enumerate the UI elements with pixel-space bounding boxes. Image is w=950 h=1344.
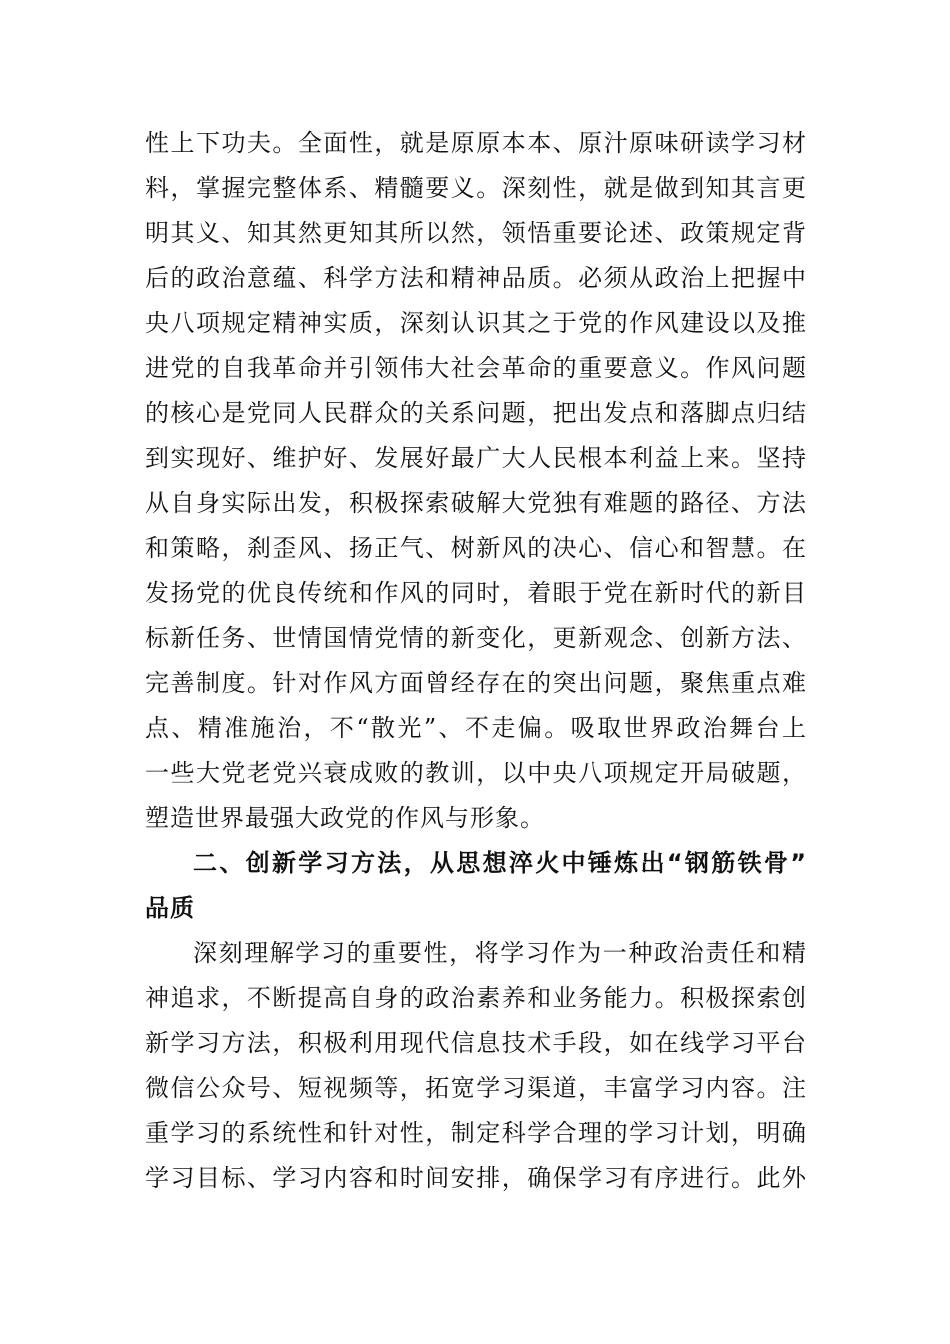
text-line: 新学习方法，积极利用现代信息技术手段，如在线学习平台 (145, 1029, 807, 1057)
text-line: 标新任务、世情国情党情的新变化，更新观念、创新方法、 (145, 624, 807, 652)
text-line: 进党的自我革命并引领伟大社会革命的重要意义。作风问题 (145, 354, 807, 382)
text-line: 到实现好、维护好、发展好最广大人民根本利益上来。坚持 (145, 444, 807, 472)
text-line: 学习目标、学习内容和时间安排，确保学习有序进行。此外 (145, 1164, 807, 1192)
text-line: 神追求，不断提高自身的政治素养和业务能力。积极探索创 (145, 984, 807, 1012)
text-line: 点、精准施治，不“散光”、不走偏。吸取世界政治舞台上 (145, 714, 807, 742)
text-line: 料，掌握完整体系、精髓要义。深刻性，就是做到知其言更 (145, 174, 807, 202)
section-heading-2 (145, 841, 807, 931)
body-paragraph-1 (145, 121, 807, 841)
text-line: 深刻理解学习的重要性，将学习作为一种政治责任和精 (193, 939, 807, 967)
text-line: 塑造世界最强大政党的作风与形象。 (145, 804, 545, 832)
text-line: 性上下功夫。全面性，就是原原本本、原汁原味研读学习材 (145, 129, 807, 157)
text-line: 完善制度。针对作风方面曾经存在的突出问题，聚焦重点难 (145, 669, 807, 697)
text-line: 后的政治意蕴、科学方法和精神品质。必须从政治上把握中 (145, 264, 807, 292)
text-line: 的核心是党同人民群众的关系问题，把出发点和落脚点归结 (145, 399, 807, 427)
text-line: 发扬党的优良传统和作风的同时，着眼于党在新时代的新目 (145, 579, 807, 607)
body-paragraph-2 (145, 931, 807, 1201)
text-line: 微信公众号、短视频等，拓宽学习渠道，丰富学习内容。注 (145, 1074, 807, 1102)
text-line: 重学习的系统性和针对性，制定科学合理的学习计划，明确 (145, 1119, 807, 1147)
heading-line: 二、创新学习方法，从思想淬火中锤炼出“钢筋铁骨” (193, 849, 807, 877)
text-line: 明其义、知其然更知其所以然，领悟重要论述、政策规定背 (145, 219, 807, 247)
text-line: 和策略，刹歪风、扬正气、树新风的决心、信心和智慧。在 (145, 534, 807, 562)
text-line: 从自身实际出发，积极探索破解大党独有难题的路径、方法 (145, 489, 807, 517)
text-line: 一些大党老党兴衰成败的教训，以中央八项规定开局破题， (145, 759, 807, 787)
text-line: 央八项规定精神实质，深刻认识其之于党的作风建设以及推 (145, 309, 807, 337)
document-page (145, 121, 807, 1201)
heading-line: 品质 (145, 894, 195, 922)
